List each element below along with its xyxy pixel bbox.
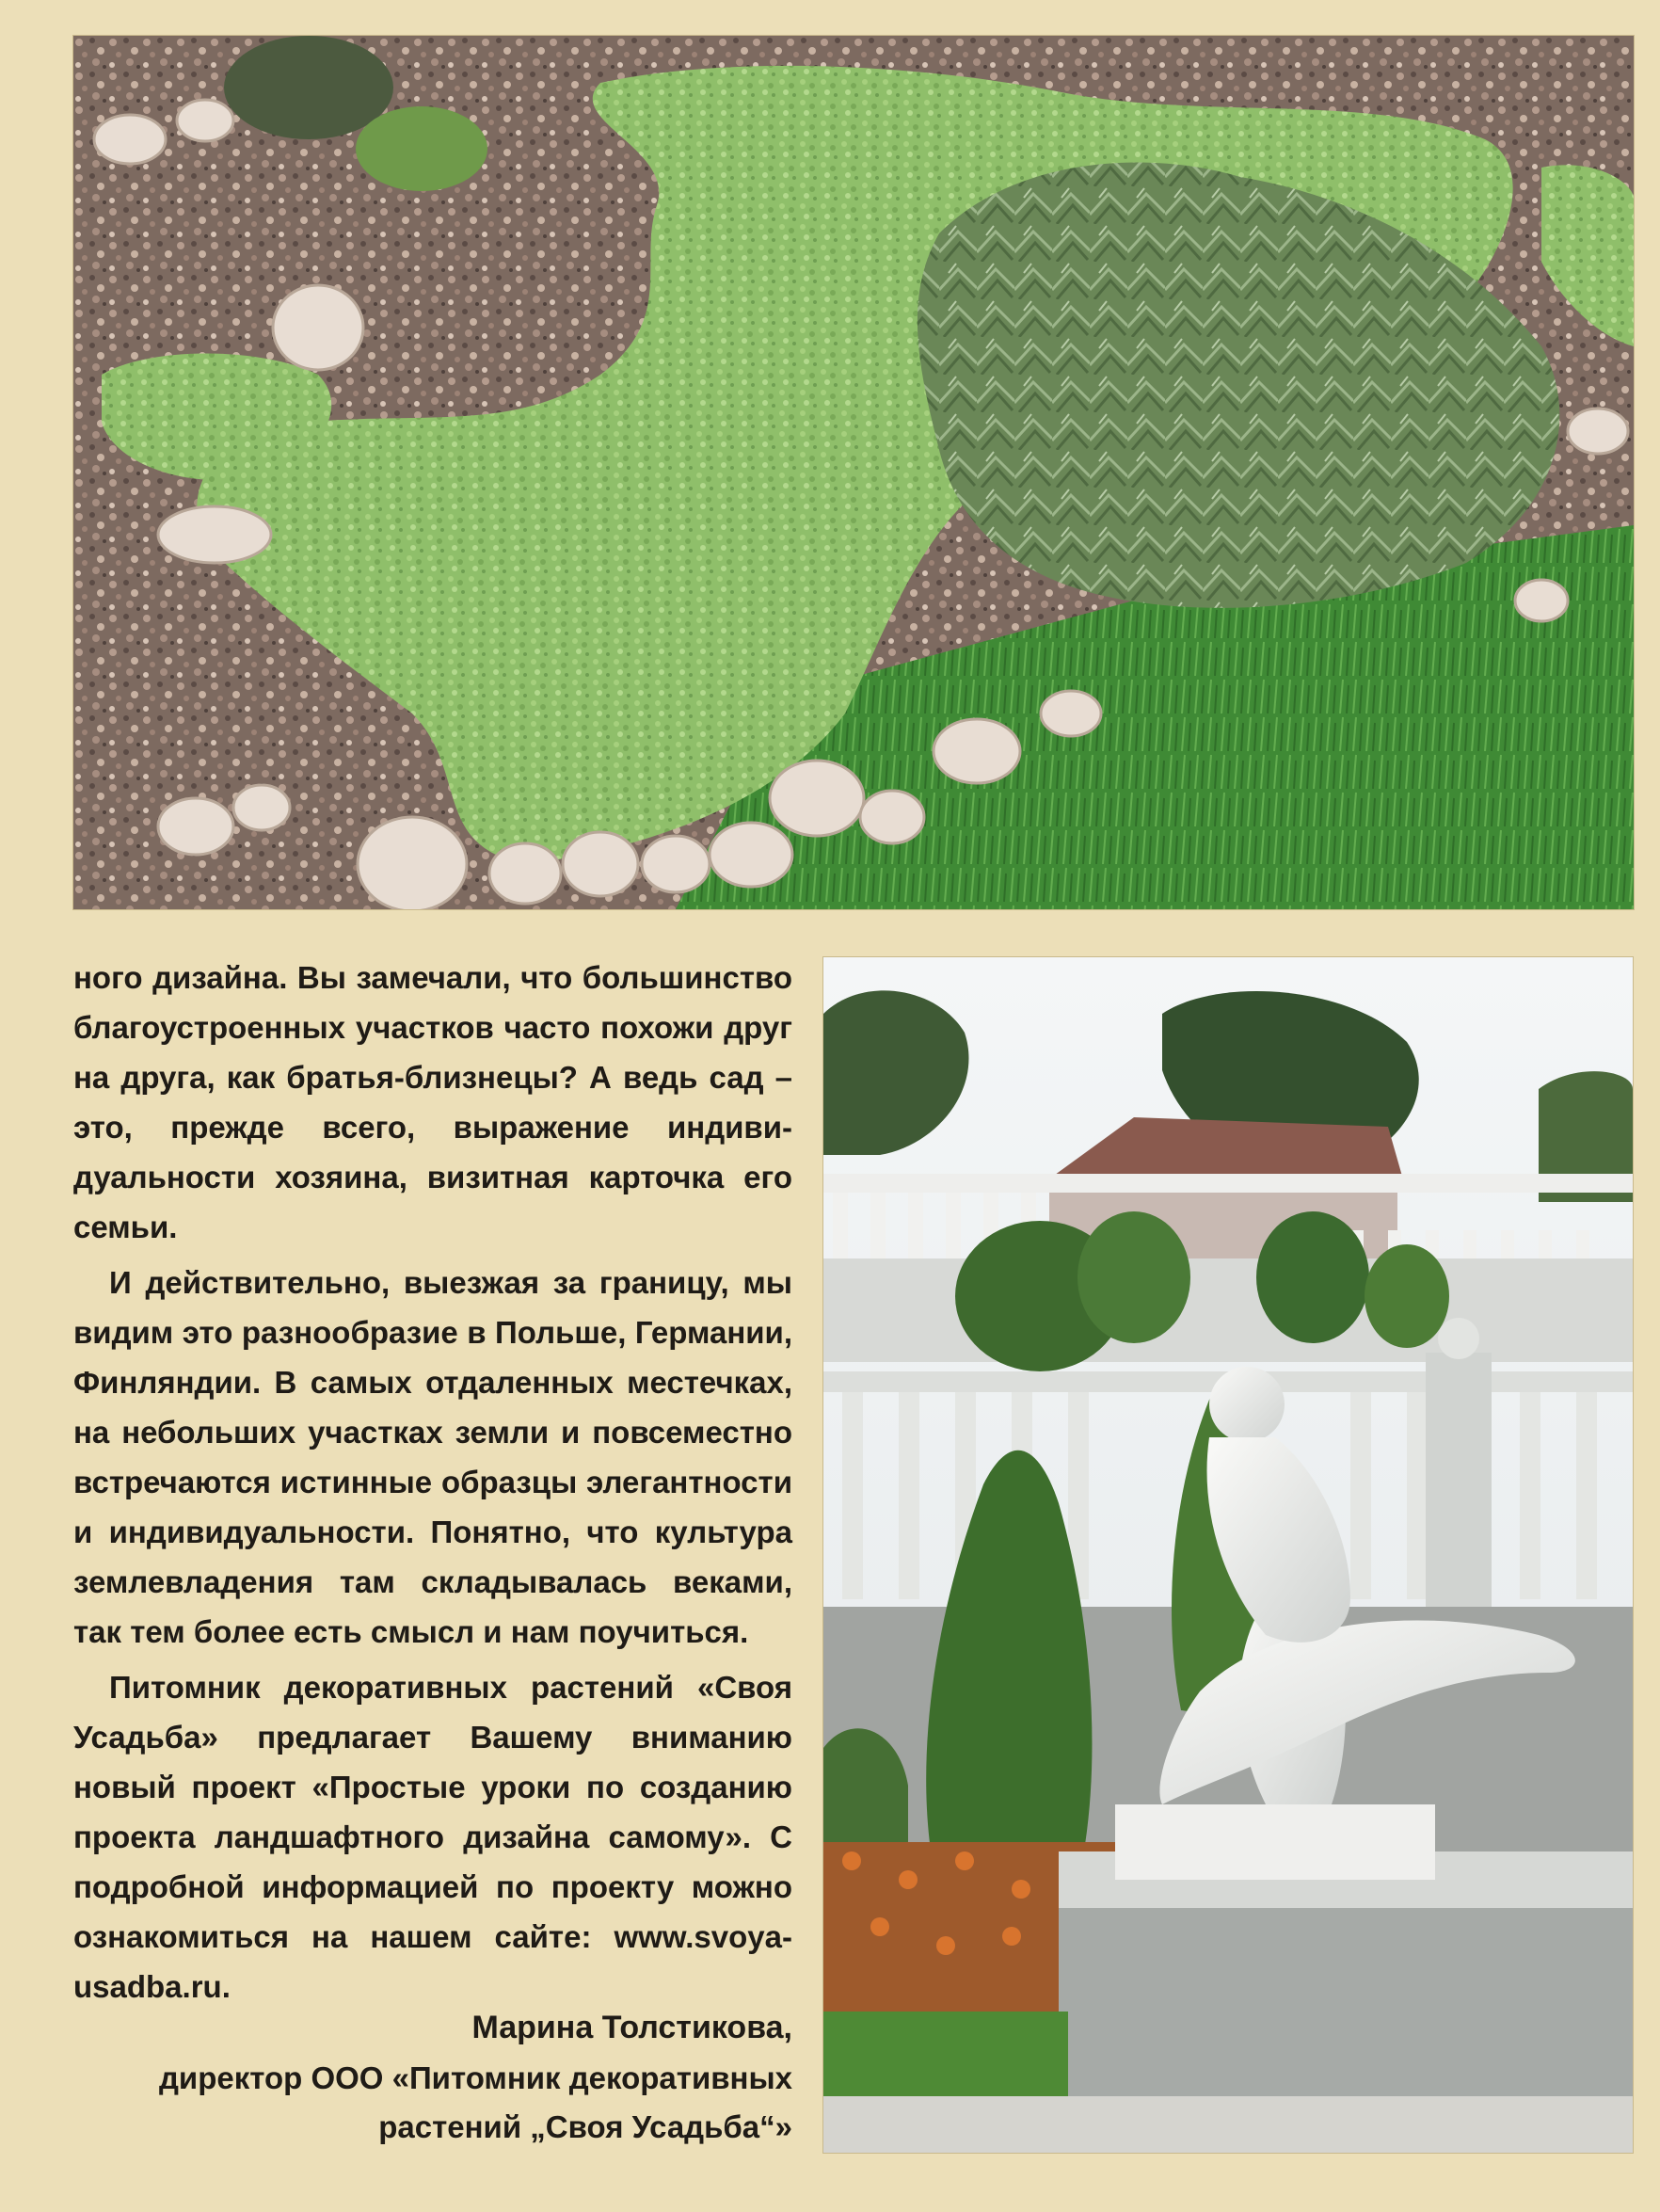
article-paragraph: И действительно, выезжая за границу, мы видим это разнообразие в Польше, Германии, Финляндии. В самых отдаленных местечках, на небольших участках земли и повсеместно встречаются истинные образцы элегантности и индивидуальности. Понятно, что культура землевладения там складывалась веками, так тем более есть смысл и нам поучиться.: [73, 1265, 792, 1649]
author-role-line-2: растений „Своя Усадьба“»: [378, 2109, 792, 2144]
author-name: Марина Толстикова,: [471, 2010, 792, 2045]
article-paragraph: Питомник декоративных растений «Своя Усадьба» предлагает Вашему вниманию новый проект «Простые уроки по созданию проекта ландшафтного дизайна самому». С подробной информацией по проекту можно ознакомиться на нашем сайте: www.svoya-usadba.ru.: [73, 1670, 792, 2004]
article-body: [73, 953, 792, 2017]
dolphin-statue-photo: [822, 956, 1634, 2154]
author-role-line-1: директор ООО «Питомник декоративных: [158, 2060, 792, 2095]
article-paragraph: ного дизайна. Вы замечали, что большинство благоустроенных участков часто похожи друг на друга, как братья-близнецы? А ведь сад – это, прежде всего, выражение индивидуальности хозяина, визитная карточка его семьи.: [73, 960, 792, 1244]
author-signature: [73, 2003, 792, 2152]
rock-garden-photo: [72, 35, 1635, 910]
garden-photo-icon: [73, 36, 1634, 909]
statue-photo-icon: [823, 957, 1633, 2153]
